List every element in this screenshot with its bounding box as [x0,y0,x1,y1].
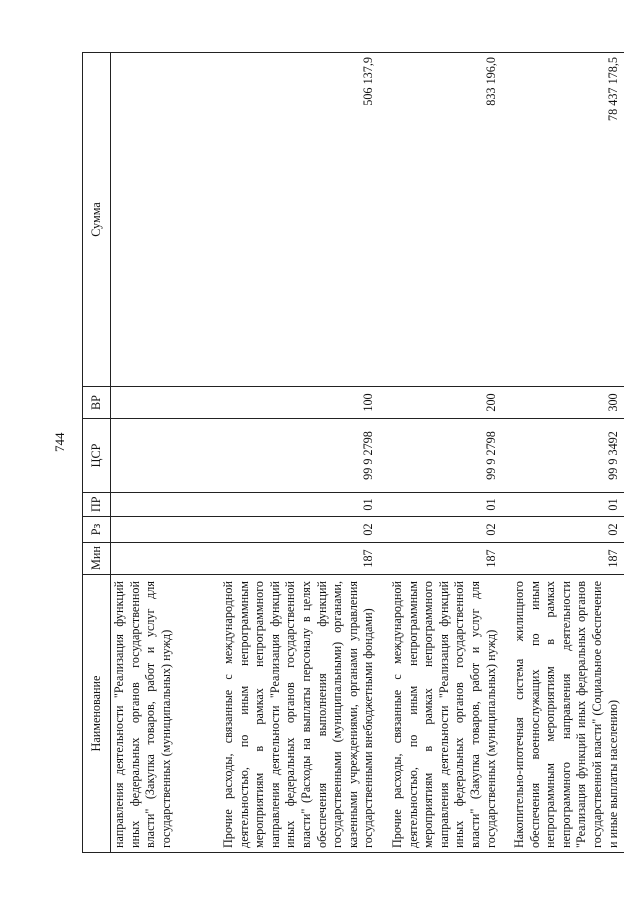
row-csr: 99 9 2798 [211,419,380,493]
header-rz: Рз [83,517,111,543]
table-row [380,53,502,853]
row-csr [111,419,212,493]
header-name: Наименование [83,575,111,853]
row-csr: 99 9 2798 [380,419,502,493]
header-csr: ЦСР [83,419,111,493]
row-min [111,543,212,575]
row-rz: 02 [502,517,624,543]
header-sum: Сумма [83,53,111,387]
row-min: 187 [502,543,624,575]
table-row [111,53,212,853]
row-sum: 78 437 178,5 [502,53,624,387]
row-vr: 200 [380,387,502,419]
header-pr: ПР [83,493,111,517]
table-row [211,53,380,853]
header-row [83,53,111,853]
table-row [502,53,624,853]
row-rz: 02 [380,517,502,543]
row-name: направления деятельности "Реализация функций иных федеральных органов государственной власти" (Закупка товаров, работ и услуг для государственных (муниципальных) нужд) [111,575,212,853]
page-number: 744 [52,432,67,452]
row-vr [111,387,212,419]
row-sum [111,53,212,387]
budget-table [82,52,624,853]
header-vr: ВР [83,387,111,419]
row-pr: 01 [380,493,502,517]
row-pr: 01 [502,493,624,517]
row-vr: 100 [211,387,380,419]
row-rz [111,517,212,543]
header-min: Мин [83,543,111,575]
row-sum: 506 137,9 [211,53,380,387]
row-pr [111,493,212,517]
row-name: Накопительно-ипотечная система жилищного обеспечения военнослужащих по иным непрограммным мероприятиям в рамках непрограммного направления деятельности "Реализация функций иных федеральных органов государственной власти" (Социальное обеспечение и иные выплаты населению) [502,575,624,853]
budget-table-container [82,53,620,853]
row-min: 187 [211,543,380,575]
row-sum: 833 196,0 [380,53,502,387]
row-vr: 300 [502,387,624,419]
row-rz: 02 [211,517,380,543]
row-min: 187 [380,543,502,575]
row-csr: 99 9 3492 [502,419,624,493]
row-name: Прочие расходы, связанные с международной деятельностью, по иным непрограммным мероприятиям в рамках непрограммного направления деятельности "Реализация функций иных федеральных органов государственной власти" (Расходы на выплаты персоналу в целях обеспечения выполнения функций государственными (муниципальными) органами, казенными учреждениями, органами управления государственными внебюджетными фондами) [211,575,380,853]
row-pr: 01 [211,493,380,517]
row-name: Прочие расходы, связанные с международной деятельностью, по иным непрограммным мероприятиям в рамках непрограммного направления деятельности "Реализация функций иных федеральных органов государственной власти" (Закупка товаров, работ и услуг для государственных (муниципальных) нужд) [380,575,502,853]
